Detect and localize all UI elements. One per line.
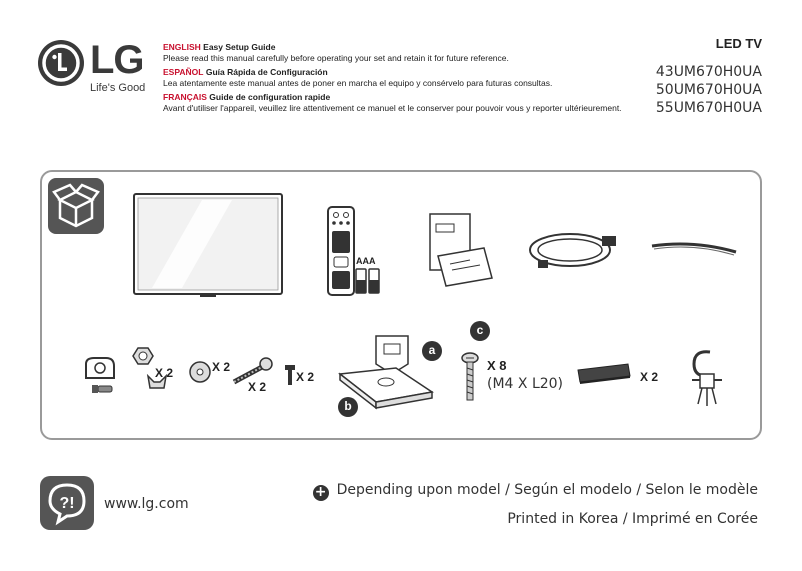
intro-body: Lea atentamente este manual antes de poner en marcha el equipo y consérvelo para futuras consultas. bbox=[163, 78, 553, 88]
intro-text bbox=[163, 42, 633, 117]
remote-control-icon bbox=[326, 205, 356, 302]
brand-name: LG bbox=[90, 38, 144, 82]
lg-face-icon bbox=[38, 40, 84, 86]
battery-icon bbox=[355, 268, 381, 299]
cable-tie-icon bbox=[576, 362, 632, 391]
nut-icon bbox=[132, 346, 154, 371]
manuals-icon bbox=[424, 212, 496, 295]
model-list bbox=[656, 36, 762, 117]
quantity-label: X 2 bbox=[212, 360, 231, 374]
guide-title: Guía Rápida de Configuración bbox=[205, 67, 328, 77]
lg-logo bbox=[38, 38, 158, 98]
badge-b: b bbox=[338, 397, 358, 417]
intro-body: Avant d'utiliser l'appareil, veuillez lire attentivement ce manuel et le conserver pour pouvoir vous y reporter ultérieurement. bbox=[163, 103, 622, 113]
svg-text:?!: ?! bbox=[59, 495, 75, 512]
battery-label: AAA bbox=[356, 256, 376, 266]
small-screw-icon bbox=[284, 364, 296, 391]
language-label: FRANÇAIS bbox=[163, 92, 207, 102]
washer-icon bbox=[188, 360, 212, 389]
stand-screw-icon bbox=[460, 352, 480, 407]
plus-icon: + bbox=[313, 485, 329, 501]
model-number: 50UM670H0UA bbox=[655, 82, 762, 98]
quantity-label: X 2 bbox=[640, 370, 659, 384]
model-number: 55UM670H0UA bbox=[655, 100, 762, 116]
intro-english bbox=[163, 42, 633, 64]
language-label: ESPAÑOL bbox=[163, 67, 204, 77]
intro-body: Please read this manual carefully before operating your set and retain it for future reference. bbox=[163, 53, 509, 63]
website-link[interactable]: www.lg.com bbox=[104, 496, 189, 512]
printed-in: Printed in Korea / Imprimé en Corée bbox=[507, 511, 758, 527]
intro-french bbox=[163, 92, 633, 114]
cable-strip-icon bbox=[650, 238, 738, 263]
brand-tagline: Life's Good bbox=[90, 82, 146, 94]
badge-a: a bbox=[422, 341, 442, 361]
quantity-label: X 2 bbox=[248, 380, 267, 394]
tv-illustration bbox=[132, 192, 284, 309]
model-number: 43UM670H0UA bbox=[655, 64, 762, 80]
product-heading: LED TV bbox=[715, 36, 762, 51]
quantity-label: X 2 bbox=[155, 366, 174, 380]
guide-title: Easy Setup Guide bbox=[203, 42, 276, 52]
intro-spanish bbox=[163, 67, 633, 89]
cable-clip-icon bbox=[686, 346, 726, 413]
help-icon bbox=[40, 476, 94, 530]
model-note-text: Depending upon model / Según el modelo / Selon le modèle bbox=[336, 482, 758, 498]
quantity-label: X 2 bbox=[296, 370, 315, 384]
screw-spec: (M4 X L20) bbox=[487, 376, 564, 392]
guide-title: Guide de configuration rapide bbox=[209, 92, 331, 102]
power-cord-icon bbox=[526, 228, 620, 277]
quantity-label: X 8 bbox=[487, 358, 507, 373]
open-box-icon bbox=[48, 178, 104, 234]
language-label: ENGLISH bbox=[163, 42, 201, 52]
badge-c: c bbox=[470, 321, 490, 341]
cable-holder-icon bbox=[82, 356, 118, 405]
model-note bbox=[313, 482, 758, 501]
